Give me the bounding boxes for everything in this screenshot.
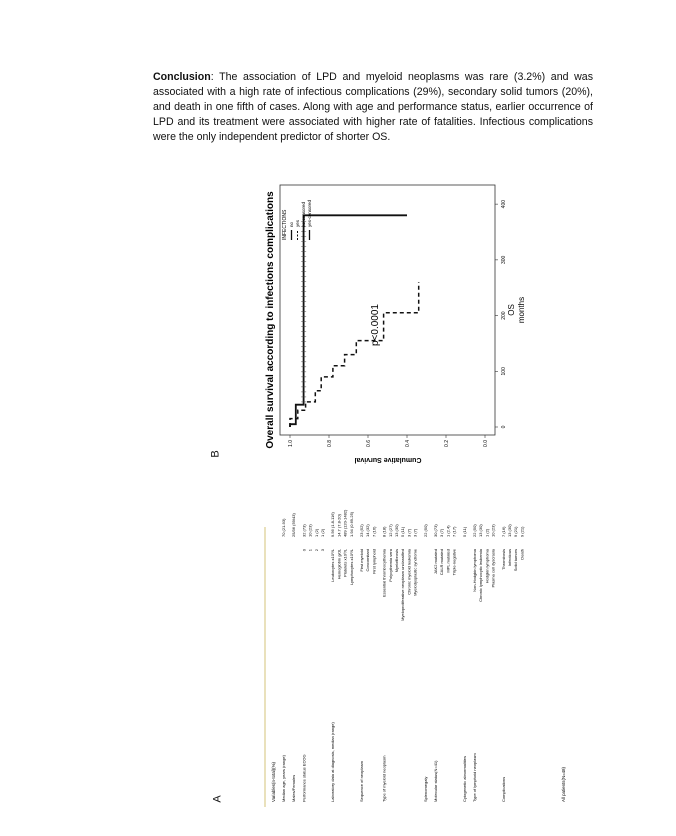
table-row-variable: Type of lymphoid neoplasm xyxy=(472,753,477,802)
table-row-category: 3 xyxy=(320,549,325,552)
table-row-value: 10 (23) xyxy=(490,524,496,537)
legend-label-1: no xyxy=(289,221,294,227)
x-tick-label: 0 xyxy=(501,425,507,429)
table-row-variable: Complications xyxy=(500,776,506,802)
table-row-variable: Performance status ECOG xyxy=(301,754,307,802)
table-row-variable: Splenomegaly xyxy=(422,776,428,802)
table-row-value: 1 (2) xyxy=(313,528,319,537)
table-row-value: 70 (21-93) xyxy=(281,518,286,537)
table-row-value: 13 (30) xyxy=(507,524,512,537)
patient-table xyxy=(271,509,566,802)
x-tick-label: 200 xyxy=(501,311,507,320)
table-row-value: 9 (21) xyxy=(519,526,525,537)
table-row-category: Platelets x10⁹/L xyxy=(342,549,348,577)
table-row-value: 23 (52) xyxy=(359,524,364,537)
table-row-category: Concomitant xyxy=(365,549,371,572)
legend-label-2: yes xyxy=(295,219,300,227)
panel-b-letter: B xyxy=(209,450,222,458)
patient-table-figure xyxy=(264,509,574,807)
table-row-category: Thrombosis xyxy=(500,549,506,570)
table-row-value: 22 (50) xyxy=(422,524,428,537)
table-row-category: Myeloproliferative neoplasm unclassified xyxy=(400,549,406,621)
table-row-value: 12 (27) xyxy=(387,524,393,537)
table-row-category: Solid tumors xyxy=(513,549,519,572)
panel-a-letter: A xyxy=(211,795,224,803)
table-row-value: 3 (7) xyxy=(412,528,418,537)
legend-title: INFECTIONS xyxy=(282,209,288,240)
table-row-category: First lymphoid xyxy=(371,549,377,574)
table-row-variable: Median age, years (range) xyxy=(281,755,286,802)
y-axis xyxy=(288,435,489,447)
table-row-category: JAK2 mutated xyxy=(433,549,438,575)
table-row-variable: Males/Females xyxy=(291,774,297,802)
table-row-category: Plasma cell dyscrasia xyxy=(490,549,496,588)
table-row-value: 13 (30) xyxy=(478,524,484,537)
table-row-value: 13 (30) xyxy=(394,524,399,537)
table-row-value: 25/36 (59/43) xyxy=(291,513,297,537)
table-row-value: 7 (16) xyxy=(371,526,377,537)
table-row-value: 14 (32) xyxy=(365,524,371,537)
y-tick-label: 0.4 xyxy=(405,440,411,447)
y-tick-label: 0.6 xyxy=(366,440,372,447)
table-row-value: 9 (21) xyxy=(513,526,519,537)
p-value-annotation: p<0.0001 xyxy=(370,304,381,346)
table-row-variable: Molecular status(N=41) xyxy=(433,760,438,802)
conclusion-label: Conclusion xyxy=(153,71,211,83)
table-row-category: Leukocytes x10⁹/L xyxy=(330,549,336,582)
y-axis-label: Cumulative Survival xyxy=(354,456,422,463)
table-row-category: Myelodysplastic syndrome xyxy=(412,549,418,596)
x-tick-label: 400 xyxy=(501,199,507,209)
table-row-category: Hemoglobin g/dL xyxy=(336,549,342,580)
conclusion-paragraph xyxy=(153,70,593,145)
table-row-value: 3 (7) xyxy=(406,528,412,537)
x-axis-label: months xyxy=(517,296,526,324)
table-row-category: Triple-negative xyxy=(451,549,457,576)
chart-title: Overall survival according to infections complications xyxy=(265,191,276,449)
table-row-value: 9.56 (1.8-116) xyxy=(330,512,336,537)
table-row-category: Chronic myeloid leukemia xyxy=(406,549,412,595)
table-row-variable: Type of myeloid neoplasm xyxy=(381,755,387,802)
table-row-value: 22 (50) xyxy=(472,524,477,537)
y-tick-label: 0.0 xyxy=(483,440,489,447)
y-tick-label: 0.2 xyxy=(444,440,450,447)
table-row-category: Infectious xyxy=(507,549,512,567)
y-tick-label: 1.0 xyxy=(288,440,294,447)
table-row-value: 10 (23) xyxy=(307,524,313,537)
km-figure xyxy=(228,170,528,470)
table-row-category: Polycythemia vera xyxy=(387,549,393,582)
table-row-category: Lymphocytes x10⁹/L xyxy=(348,549,354,586)
table-row-variable: Laboratory data at diagnosis, median (range) xyxy=(330,722,336,802)
table-row-value: 3 (7) xyxy=(439,528,445,537)
x-tick-label: 300 xyxy=(501,255,507,265)
table-row-value: 7 (17) xyxy=(451,526,457,537)
plot-frame xyxy=(280,185,495,435)
table-row-value: 7 (16) xyxy=(500,526,506,537)
table-row-category: CALR mutated xyxy=(439,549,445,576)
table-header-all: All patients(N=48) xyxy=(561,766,566,802)
table-row-category: First myeloid xyxy=(359,549,364,572)
table-row-value: 489 (120-1482) xyxy=(342,509,348,537)
table-row-category: 2 xyxy=(313,549,319,552)
table-row-value: 1 (2) xyxy=(484,528,490,537)
table-row-value: 1 (2.4) xyxy=(445,525,451,537)
table-row-variable: Cytogenetic abnormalities xyxy=(461,755,467,802)
table-row-value: 5 (11) xyxy=(461,526,467,537)
x-axis xyxy=(495,200,507,429)
table-row-category: 0 xyxy=(301,549,307,552)
table-row-variable: Sequence of neoplasm xyxy=(359,761,364,802)
table-header-variable: Variables(n-total)(%) xyxy=(271,762,276,802)
table-row-category: Myelofibrosis xyxy=(394,549,399,573)
table-row-value: 1 (2) xyxy=(320,528,325,537)
table-row-category: Hodgkin lymphoma xyxy=(484,549,490,584)
table-row-category: Non-Hodgkin lymphoma xyxy=(472,549,477,592)
table-row-value: 1.94 (0.69-25) xyxy=(348,511,354,537)
x-axis-os-label: OS xyxy=(507,304,516,316)
table-row-category: Chronic lymphocytic leukemia xyxy=(478,549,484,602)
y-tick-label: 0.8 xyxy=(327,440,333,447)
table-row-value: 8 (18) xyxy=(381,526,387,537)
table-row-value: 5 (11) xyxy=(400,526,406,537)
legend-label-3: no-censored xyxy=(301,201,306,227)
table-row-category: Death xyxy=(519,549,525,560)
table-row-category: Essential thrombocythemia xyxy=(381,549,387,598)
conclusion-text: : The association of LPD and myeloid neoplasms was rare (3.2%) and was associated with a high rate of infectious complications (29%), secondary solid tumors (20%), and death in one fifth of cases. Along with age and performance status, earlier occurrence of LPD and its treatment were associated with higher rate of fatalities. Infectious complications were the only independent predictor of shorter OS. xyxy=(153,71,593,143)
table-row-value: 30 (73) xyxy=(433,524,438,537)
table-row-category: 1 xyxy=(307,549,313,552)
table-row-category: MPL mutated xyxy=(445,549,451,573)
table-row-value: 32 (73) xyxy=(301,524,307,537)
x-tick-label: 100 xyxy=(501,367,507,376)
legend-label-4: yes-censored xyxy=(307,199,312,227)
table-row-value: 14.7 (7.8-20) xyxy=(336,514,342,537)
